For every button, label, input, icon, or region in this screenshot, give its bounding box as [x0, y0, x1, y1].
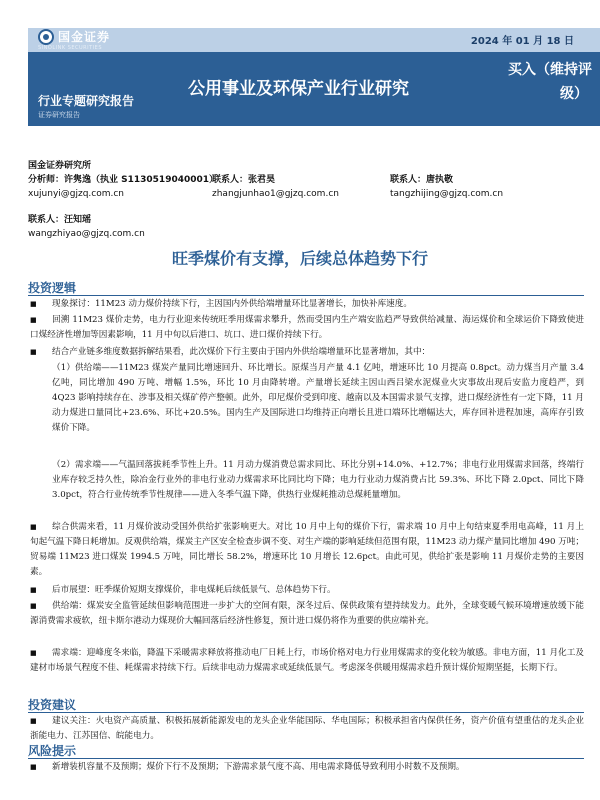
section-divider	[28, 712, 584, 713]
bullet-icon: ■	[30, 763, 37, 771]
logic-item: ■ 综合供需来看，11 月煤价波动受国外供给扩张影响更大。对比 10 月中上旬的煤价下行，需求端 10 月中上旬结束夏季用电高峰，11 月上旬起气温下降日耗增加。反观供给端，煤炭主产区安全检查步调不变、对生产端的影响延续但范围有限，11M23 动力煤产量同比增加 490 万吨；贸易端 11M23 进口煤炭 1994.5 万吨，同比增长 58.2%，增速环比 10 月增长 12.6pct。由此可见，供给扩张是影响 11 月煤价走势的主要因素。	[30, 522, 584, 577]
brand-logo-icon	[38, 29, 54, 45]
advice-item: ■ 建议关注：火电资产高质量、积极拓展新能源发电的龙头企业华能国际、华电国际；积极承担省内保供任务，资产价值有望重估的龙头企业浙能电力、江苏国信、皖能电力。	[30, 716, 584, 741]
rating-line-2: 级）	[560, 86, 588, 102]
analyst-2-label: 联系人：张君昊	[212, 175, 276, 185]
brand-logo	[38, 28, 110, 45]
analyst-4-label: 联系人：汪知瑶	[28, 215, 92, 225]
logic-item: ■ 现象探讨：11M23 动力煤价持续下行，主因国内外供给端增量环比显著增长，加快补库速度。	[30, 297, 584, 312]
report-title: 公用事业及环保产业行业研究	[188, 79, 409, 99]
logic-subitem-demand: （2）需求端——气温回落拔耗季节性上升。11 月动力煤消费总需求同比、环比分别+14.0%、+12.7%；非电行业用煤需求回落，终端行业库存较乏持久性，除冶金行业外的非电行业动力煤需求环比同比均下降；电力行业动力煤消费占比 59.3%、环比下降 2.0pct、同比下降 3.0pct，符合行业传统季节性规律——进入冬季气温下降，供热行业煤耗推动总煤耗量增加。	[52, 460, 584, 500]
report-type: 行业专题研究报告	[38, 94, 135, 108]
analyst-1-label: 分析师：许隽逸（执业 S1130519040001）	[28, 175, 219, 185]
section-investment-advice: 投资建议	[28, 698, 77, 712]
analyst-3-label: 联系人：唐执敬	[390, 175, 454, 185]
bullet-icon: ■	[30, 523, 37, 531]
rating	[508, 58, 592, 106]
section-divider	[28, 295, 584, 296]
main-headline: 旺季煤价有支撑，后续总体趋势下行	[171, 249, 428, 268]
analyst-2-email[interactable]: zhangjunhao1@gjzq.com.cn	[212, 189, 339, 199]
logic-item: ■ 需求端：迎峰度冬来临，降温下采暖需求释放将推动电厂日耗上行，市场价格对电力行业用煤需求的变化较为敏感。非电方面，11 月化工及建材市场景气程度不佳、耗煤需求持续下行。后续非电动力煤需求或延续低景气。考虑深冬供暖用煤需求趋升预计煤价短期坚挺，长期下行。	[30, 648, 584, 673]
bullet-icon: ■	[30, 602, 37, 610]
logic-item: ■ 后市展望：旺季煤价短期支撑煤价，非电煤耗后续低景气、总体趋势下行。	[30, 583, 584, 598]
brand-subtitle: SINOLINK SECURITIES	[38, 45, 102, 51]
bullet-icon: ■	[30, 586, 37, 594]
bullet-icon: ■	[30, 316, 37, 324]
bullet-icon: ■	[30, 348, 37, 356]
analyst-block	[28, 160, 588, 242]
institute-name: 国金证券研究所	[28, 161, 92, 171]
report-date: 2024 年 01 月 18 日	[470, 36, 574, 47]
analyst-1-email[interactable]: xujunyi@gjzq.com.cn	[28, 189, 125, 199]
logic-item: ■ 回溯 11M23 煤价走势，电力行业迎来传统旺季用煤需求攀升，然而受国内生产端安监趋严导致供给减量、海运煤价和全球运价下降致使进口煤经济性增加等因素影响，11 月中旬以后港口、坑口、进口煤价持续下行。	[30, 315, 584, 340]
logic-subitem-supply: （1）供给端——11M23 煤炭产量同比增速回升、环比增长。原煤当月产量 4.1 亿吨，增速环比 10 月提高 0.8pct。动力煤当月产量 3.4 亿吨，同比增加 490 万吨、增幅 1.5%，环比 10 月由降转增。产量增长延续主因山西吕梁水泥煤业火灾事故出现后安监力度趋严，到 4Q23 影响持续存在、涉事及相关煤矿停产整顿。此外，印尼煤价受到印度、越南以及本国需求景气支撑，进口煤经济性有一定下降，11 月动力煤进口量同比+23.6%、环比+20.5%。国内生产及国际进口均维持正向增长且进口端环比增幅达大，库存回补进程加速，高库存引致煤价下降。	[52, 363, 584, 433]
report-header	[0, 0, 600, 128]
analyst-3-email[interactable]: tangzhijing@gjzq.com.cn	[390, 189, 504, 199]
section-risk: 风险提示	[28, 744, 77, 758]
bullet-icon: ■	[30, 300, 37, 308]
section-divider	[28, 758, 584, 759]
bullet-icon: ■	[30, 717, 37, 725]
logic-item: ■ 供给端：煤炭安全监管延续但影响范围进一步扩大的空间有限，深冬过后、保供政策有望持续发力。此外，全球变暖气候环境增速放缓下能源消费需求疲软，纽卡斯尔港动力煤现价大幅回落后经济性修复，预计进口煤仍将作为重要的供应端补充。	[30, 601, 584, 626]
analyst-4-email[interactable]: wangzhiyao@gjzq.com.cn	[28, 229, 145, 239]
logic-item: ■ 结合产业链多维度数据拆解结果看，此次煤价下行主要由于国内外供给端增量环比显著增加，其中：	[30, 345, 584, 360]
report-department: 证券研究报告	[38, 111, 80, 119]
section-investment-logic: 投资逻辑	[28, 281, 77, 295]
risk-item: ■ 新增装机容量不及预期；煤价下行不及预期；下游需求景气度不高、用电需求降低导致利用小时数不及预期。	[30, 760, 584, 775]
rating-line-1: 买入（维持评	[508, 62, 592, 78]
bullet-icon: ■	[30, 649, 37, 657]
brand-name: 国金证券	[58, 30, 111, 44]
